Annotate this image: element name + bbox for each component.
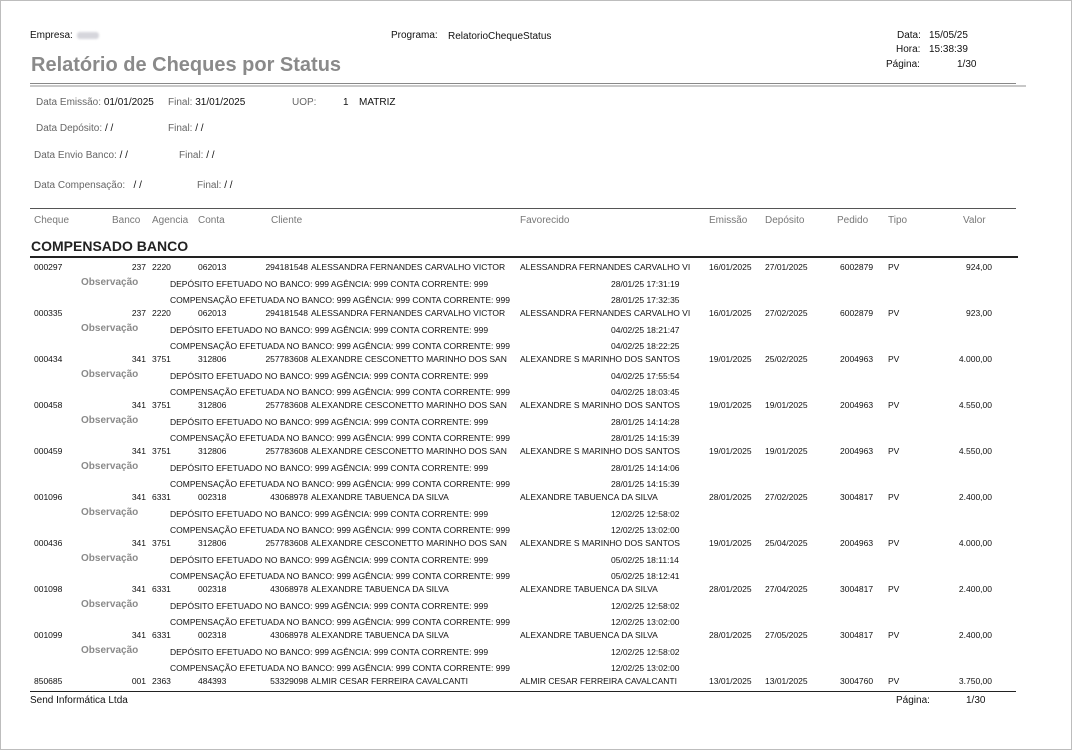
table-row	[0, 308, 1072, 354]
cell-tipo: PV	[888, 308, 900, 318]
cell-banco: 341	[131, 538, 146, 548]
cell-favorecido: ALESSANDRA FERNANDES CARVALHO VI	[520, 308, 691, 318]
cell-cliente: ALESSANDRA FERNANDES CARVALHO VICTOR	[311, 262, 506, 272]
cell-cliente-cod: 294181548	[265, 308, 308, 318]
footer-pagina-label: Página:	[896, 695, 930, 706]
cell-cheque: 000458	[34, 400, 63, 410]
uop-name: MATRIZ	[359, 97, 396, 108]
cell-valor: 2.400,00	[958, 584, 992, 594]
cell-cheque: 000297	[34, 262, 63, 272]
col-conta: Conta	[198, 215, 225, 226]
cell-tipo: PV	[888, 354, 900, 364]
observacao-obs2-dt: 12/02/25 13:02:00	[611, 663, 680, 673]
cell-tipo: PV	[888, 630, 900, 640]
cell-agencia: 3751	[152, 400, 171, 410]
compensacao-label: Data Compensação:	[34, 180, 126, 191]
cell-conta: 002318	[198, 492, 227, 502]
col-valor: Valor	[963, 215, 986, 226]
compensacao-final-label: Final:	[197, 180, 222, 191]
observacao-obs2: COMPENSAÇÃO EFETUADA NO BANCO: 999 AGÊNCIA: 999 CONTA CORRENTE: 999	[170, 387, 510, 397]
cell-pedido: 3004817	[840, 630, 874, 640]
cell-cliente: ALMIR CESAR FERREIRA CAVALCANTI	[311, 676, 468, 686]
cell-favorecido: ALEXANDRE TABUENCA DA SILVA	[520, 584, 658, 594]
cell-cheque: 000434	[34, 354, 63, 364]
cell-pedido: 6002879	[840, 308, 874, 318]
observacao-obs2: COMPENSAÇÃO EFETUADA NO BANCO: 999 AGÊNCIA: 999 CONTA CORRENTE: 999	[170, 341, 510, 351]
cell-cheque: 000335	[34, 308, 63, 318]
cell-valor: 4.000,00	[958, 538, 992, 548]
cell-cliente-cod: 43068978	[270, 630, 308, 640]
observacao-label: Observação	[81, 369, 139, 380]
table-row	[0, 400, 1072, 446]
cell-favorecido: ALEXANDRE TABUENCA DA SILVA	[520, 492, 658, 502]
cell-deposito: 25/02/2025	[765, 354, 808, 364]
cell-cliente-cod: 257783608	[265, 538, 308, 548]
observacao-obs1-dt: 04/02/25 18:21:47	[611, 325, 680, 335]
cell-pedido: 2004963	[840, 400, 874, 410]
cell-favorecido: ALEXANDRE S MARINHO DOS SANTOS	[520, 446, 680, 456]
cell-pedido: 6002879	[840, 262, 874, 272]
observacao-label: Observação	[81, 645, 139, 656]
table-row	[0, 584, 1072, 630]
cell-tipo: PV	[888, 492, 900, 502]
cell-emissao: 28/01/2025	[709, 492, 752, 502]
cell-agencia: 2220	[152, 262, 171, 272]
observacao-obs2-dt: 04/02/25 18:22:25	[611, 341, 680, 351]
cell-valor: 923,00	[966, 308, 992, 318]
cell-tipo: PV	[888, 538, 900, 548]
cell-emissao: 19/01/2025	[709, 400, 752, 410]
col-cliente: Cliente	[271, 215, 303, 226]
cell-pedido: 3004817	[840, 584, 874, 594]
cell-cliente: ALESSANDRA FERNANDES CARVALHO VICTOR	[311, 308, 506, 318]
observacao-obs1-dt: 04/02/25 17:55:54	[611, 371, 680, 381]
cell-deposito: 25/04/2025	[765, 538, 808, 548]
cell-valor: 2.400,00	[958, 630, 992, 640]
cell-banco: 341	[131, 400, 146, 410]
cell-cheque: 001098	[34, 584, 63, 594]
cell-deposito: 27/02/2025	[765, 308, 808, 318]
col-deposito: Depósito	[765, 215, 805, 226]
envio-final-value: / /	[206, 150, 215, 161]
observacao-label: Observação	[81, 323, 139, 334]
programa-label: Programa:	[391, 30, 438, 41]
cell-cliente-cod: 43068978	[270, 584, 308, 594]
deposito-final-label: Final:	[168, 123, 193, 134]
observacao-obs1-dt: 28/01/25 17:31:19	[611, 279, 680, 289]
uop-code: 1	[343, 97, 349, 108]
footer-rule	[30, 691, 1016, 692]
col-favorecido: Favorecido	[520, 215, 570, 226]
cell-valor: 924,00	[966, 262, 992, 272]
section-rule	[30, 256, 1018, 258]
deposito-label: Data Depósito:	[36, 123, 103, 134]
cell-favorecido: ALESSANDRA FERNANDES CARVALHO VI	[520, 262, 691, 272]
cell-agencia: 3751	[152, 446, 171, 456]
cell-cliente-cod: 294181548	[265, 262, 308, 272]
cell-cliente: ALEXANDRE CESCONETTO MARINHO DOS SAN	[311, 400, 507, 410]
observacao-obs1: DEPÓSITO EFETUADO NO BANCO: 999 AGÊNCIA: 999 CONTA CORRENTE: 999	[170, 371, 489, 381]
observacao-obs1: DEPÓSITO EFETUADO NO BANCO: 999 AGÊNCIA: 999 CONTA CORRENTE: 999	[170, 417, 489, 427]
observacao-obs2: COMPENSAÇÃO EFETUADA NO BANCO: 999 AGÊNCIA: 999 CONTA CORRENTE: 999	[170, 525, 510, 535]
cell-banco: 341	[131, 630, 146, 640]
cell-cliente: ALEXANDRE TABUENCA DA SILVA	[311, 630, 449, 640]
cell-emissao: 19/01/2025	[709, 446, 752, 456]
observacao-obs1-dt: 28/01/25 14:14:06	[611, 463, 680, 473]
observacao-label: Observação	[81, 461, 139, 472]
cell-pedido: 2004963	[840, 354, 874, 364]
cell-valor: 4.000,00	[958, 354, 992, 364]
cell-pedido: 2004963	[840, 538, 874, 548]
emissao-value: 01/01/2025	[103, 97, 154, 108]
cell-conta: 002318	[198, 584, 227, 594]
table-row	[0, 354, 1072, 400]
header-rule-shadow	[30, 85, 1026, 87]
observacao-obs2-dt: 28/01/25 14:15:39	[611, 433, 680, 443]
empresa-redacted	[77, 32, 99, 39]
cell-conta: 062013	[198, 262, 227, 272]
cell-agencia: 6331	[152, 492, 171, 502]
observacao-obs2: COMPENSAÇÃO EFETUADA NO BANCO: 999 AGÊNCIA: 999 CONTA CORRENTE: 999	[170, 295, 510, 305]
cell-tipo: PV	[888, 676, 900, 686]
cell-banco: 237	[131, 262, 146, 272]
cell-conta: 312806	[198, 446, 227, 456]
observacao-obs2-dt: 05/02/25 18:12:41	[611, 571, 680, 581]
emissao-final-value: 31/01/2025	[195, 97, 246, 108]
pagina-value: 1/30	[957, 59, 977, 70]
observacao-obs2-dt: 28/01/25 17:32:35	[611, 295, 680, 305]
empresa-label: Empresa:	[30, 30, 99, 41]
observacao-obs2: COMPENSAÇÃO EFETUADA NO BANCO: 999 AGÊNCIA: 999 CONTA CORRENTE: 999	[170, 617, 510, 627]
cell-deposito: 19/01/2025	[765, 446, 808, 456]
emissao-final-label: Final:	[168, 97, 193, 108]
cell-banco: 237	[131, 308, 146, 318]
hora-label: Hora:	[896, 44, 921, 55]
cell-tipo: PV	[888, 400, 900, 410]
observacao-obs2-dt: 12/02/25 13:02:00	[611, 617, 680, 627]
cell-conta: 062013	[198, 308, 227, 318]
filters-rule	[30, 208, 1016, 209]
cell-banco: 341	[131, 446, 146, 456]
observacao-obs2: COMPENSAÇÃO EFETUADA NO BANCO: 999 AGÊNCIA: 999 CONTA CORRENTE: 999	[170, 571, 510, 581]
cell-agencia: 2220	[152, 308, 171, 318]
cell-conta: 002318	[198, 630, 227, 640]
table-row-last	[0, 676, 1072, 688]
data-value: 15/05/25	[929, 30, 968, 41]
observacao-obs1-dt: 12/02/25 12:58:02	[611, 647, 680, 657]
observacao-obs1: DEPÓSITO EFETUADO NO BANCO: 999 AGÊNCIA: 999 CONTA CORRENTE: 999	[170, 463, 489, 473]
cell-emissao: 19/01/2025	[709, 538, 752, 548]
cell-cheque: 001099	[34, 630, 63, 640]
table-row	[0, 262, 1072, 308]
cell-agencia: 6331	[152, 584, 171, 594]
cell-cheque: 000436	[34, 538, 63, 548]
observacao-obs2-dt: 12/02/25 13:02:00	[611, 525, 680, 535]
envio-final-label: Final:	[179, 150, 204, 161]
cell-tipo: PV	[888, 262, 900, 272]
observacao-obs2: COMPENSAÇÃO EFETUADA NO BANCO: 999 AGÊNCIA: 999 CONTA CORRENTE: 999	[170, 433, 510, 443]
cell-cliente-cod: 257783608	[265, 400, 308, 410]
cell-cheque: 000459	[34, 446, 63, 456]
table-row	[0, 492, 1072, 538]
col-tipo: Tipo	[888, 215, 908, 226]
cell-deposito: 13/01/2025	[765, 676, 808, 686]
cell-valor: 2.400,00	[958, 492, 992, 502]
observacao-obs1: DEPÓSITO EFETUADO NO BANCO: 999 AGÊNCIA: 999 CONTA CORRENTE: 999	[170, 509, 489, 519]
uop-label: UOP:	[292, 97, 317, 108]
cell-deposito: 27/02/2025	[765, 492, 808, 502]
observacao-obs1-dt: 28/01/25 14:14:28	[611, 417, 680, 427]
observacao-label: Observação	[81, 415, 139, 426]
table-row	[0, 630, 1072, 676]
col-cheque: Cheque	[34, 215, 70, 226]
footer-pagina-value: 1/30	[966, 695, 986, 706]
pagina-label: Página:	[886, 59, 920, 70]
hora-value: 15:38:39	[929, 44, 968, 55]
deposito-value: / /	[104, 123, 114, 134]
cell-cliente: ALEXANDRE TABUENCA DA SILVA	[311, 492, 449, 502]
cell-pedido: 3004817	[840, 492, 874, 502]
cell-conta: 312806	[198, 400, 227, 410]
cell-cliente: ALEXANDRE TABUENCA DA SILVA	[311, 584, 449, 594]
section-title: COMPENSADO BANCO	[31, 238, 189, 254]
cell-favorecido: ALEXANDRE S MARINHO DOS SANTOS	[520, 354, 680, 364]
col-pedido: Pedido	[837, 215, 869, 226]
cell-banco: 001	[131, 676, 146, 686]
observacao-obs1: DEPÓSITO EFETUADO NO BANCO: 999 AGÊNCIA: 999 CONTA CORRENTE: 999	[170, 325, 489, 335]
cell-banco: 341	[131, 354, 146, 364]
programa-value: RelatorioChequeStatus	[448, 31, 552, 42]
cell-pedido: 2004963	[840, 446, 874, 456]
cell-cheque: 850685	[34, 676, 63, 686]
cell-emissao: 16/01/2025	[709, 262, 752, 272]
cell-conta: 312806	[198, 354, 227, 364]
footer-company: Send Informática Ltda	[30, 695, 128, 706]
page-title: Relatório de Cheques por Status	[31, 54, 342, 76]
observacao-obs2: COMPENSAÇÃO EFETUADA NO BANCO: 999 AGÊNCIA: 999 CONTA CORRENTE: 999	[170, 663, 510, 673]
header-rule	[30, 83, 1016, 84]
compensacao-value: / /	[133, 180, 142, 191]
table-row	[0, 538, 1072, 584]
cell-conta: 312806	[198, 538, 227, 548]
cell-favorecido: ALEXANDRE TABUENCA DA SILVA	[520, 630, 658, 640]
cell-deposito: 27/05/2025	[765, 630, 808, 640]
observacao-obs2-dt: 28/01/25 14:15:39	[611, 479, 680, 489]
cell-cliente-cod: 257783608	[265, 354, 308, 364]
cell-agencia: 3751	[152, 538, 171, 548]
observacao-obs2: COMPENSAÇÃO EFETUADA NO BANCO: 999 AGÊNCIA: 999 CONTA CORRENTE: 999	[170, 479, 510, 489]
observacao-obs1: DEPÓSITO EFETUADO NO BANCO: 999 AGÊNCIA: 999 CONTA CORRENTE: 999	[170, 555, 489, 565]
cell-cliente: ALEXANDRE CESCONETTO MARINHO DOS SAN	[311, 354, 507, 364]
cell-cheque: 001096	[34, 492, 63, 502]
cell-emissao: 13/01/2025	[709, 676, 752, 686]
cell-deposito: 27/04/2025	[765, 584, 808, 594]
cell-favorecido: ALEXANDRE S MARINHO DOS SANTOS	[520, 400, 680, 410]
observacao-label: Observação	[81, 553, 139, 564]
cell-valor: 4.550,00	[958, 446, 992, 456]
observacao-label: Observação	[81, 599, 139, 610]
cell-conta: 484393	[198, 676, 227, 686]
cell-emissao: 28/01/2025	[709, 584, 752, 594]
deposito-final-value: / /	[195, 123, 204, 134]
observacao-obs1: DEPÓSITO EFETUADO NO BANCO: 999 AGÊNCIA: 999 CONTA CORRENTE: 999	[170, 647, 489, 657]
cell-tipo: PV	[888, 584, 900, 594]
cell-emissao: 16/01/2025	[709, 308, 752, 318]
cell-valor: 3.750,00	[958, 676, 992, 686]
envio-label: Data Envio Banco:	[34, 150, 117, 161]
table-row	[0, 446, 1072, 492]
cell-deposito: 27/01/2025	[765, 262, 808, 272]
observacao-obs1-dt: 12/02/25 12:58:02	[611, 509, 680, 519]
cell-cliente-cod: 43068978	[270, 492, 308, 502]
cell-agencia: 6331	[152, 630, 171, 640]
observacao-label: Observação	[81, 277, 139, 288]
cell-pedido: 3004760	[840, 676, 874, 686]
cell-valor: 4.550,00	[958, 400, 992, 410]
cell-cliente: ALEXANDRE CESCONETTO MARINHO DOS SAN	[311, 446, 507, 456]
envio-value: / /	[119, 150, 128, 161]
cell-tipo: PV	[888, 446, 900, 456]
col-banco: Banco	[112, 215, 141, 226]
cell-banco: 341	[131, 492, 146, 502]
observacao-obs2-dt: 04/02/25 18:03:45	[611, 387, 680, 397]
cell-agencia: 2363	[152, 676, 171, 686]
cell-favorecido: ALMIR CESAR FERREIRA CAVALCANTI	[520, 676, 677, 686]
cell-cliente-cod: 257783608	[265, 446, 308, 456]
observacao-obs1-dt: 12/02/25 12:58:02	[611, 601, 680, 611]
cell-agencia: 3751	[152, 354, 171, 364]
col-agencia: Agencia	[152, 215, 189, 226]
observacao-obs1: DEPÓSITO EFETUADO NO BANCO: 999 AGÊNCIA: 999 CONTA CORRENTE: 999	[170, 601, 489, 611]
cell-favorecido: ALEXANDRE S MARINHO DOS SANTOS	[520, 538, 680, 548]
cell-emissao: 28/01/2025	[709, 630, 752, 640]
cell-cliente-cod: 53329098	[270, 676, 308, 686]
observacao-label: Observação	[81, 507, 139, 518]
data-label: Data:	[897, 30, 921, 41]
emissao-label: Data Emissão:	[36, 97, 102, 108]
observacao-obs1: DEPÓSITO EFETUADO NO BANCO: 999 AGÊNCIA: 999 CONTA CORRENTE: 999	[170, 279, 489, 289]
col-emissao: Emissão	[709, 215, 748, 226]
observacao-obs1-dt: 05/02/25 18:11:14	[611, 555, 679, 565]
cell-emissao: 19/01/2025	[709, 354, 752, 364]
cell-cliente: ALEXANDRE CESCONETTO MARINHO DOS SAN	[311, 538, 507, 548]
cell-deposito: 19/01/2025	[765, 400, 808, 410]
compensacao-final-value: / /	[224, 180, 233, 191]
cell-banco: 341	[131, 584, 146, 594]
